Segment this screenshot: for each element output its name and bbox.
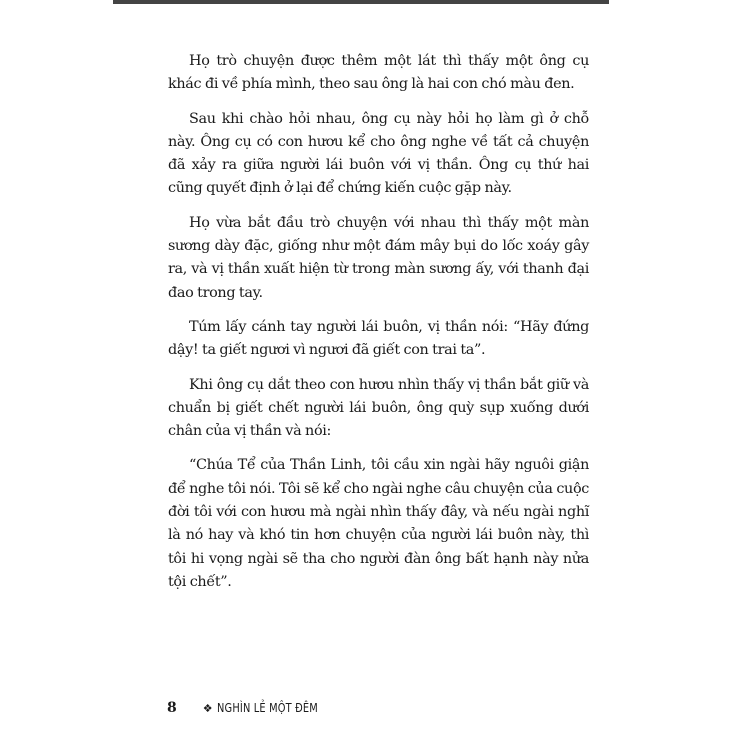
page-number: 8	[167, 700, 177, 716]
paragraph: Khi ông cụ dắt theo con hươu nhìn thấy vị thần bắt giữ và chuẩn bị giết chết người lái buôn, ông quỳ sụp xuống dưới chân của vị thần và nói:	[168, 376, 589, 440]
book-title: NGHÌN LẺ MỘT ĐÊM	[216, 701, 318, 715]
body-text	[168, 50, 589, 605]
top-rule	[113, 0, 609, 4]
paragraph: Họ vừa bắt đầu trò chuyện với nhau thì thấy một màn sương dày đặc, giống như một đám mây bụi do lốc xoáy gây ra, và vị thần xuất hiện từ trong màn sương ấy, với thanh đại đao trong tay.	[168, 214, 589, 301]
paragraph: “Chúa Tể của Thần Linh, tôi cầu xin ngài hãy nguôi giận để nghe tôi nói. Tôi sẽ kể cho ngài nghe câu chuyện của cuộc đời tôi với con hươu mà ngài nhìn thấy đây, và nếu ngài nghĩ là nó hay và khó tin hơn chuyện của người lái buôn này, thì tôi hi vọng ngài sẽ tha cho người đàn ông bất hạnh này nửa tội chết”.	[168, 457, 589, 590]
paragraph: Họ trò chuyện được thêm một lát thì thấy một ông cụ khác đi về phía mình, theo sau ông là hai con chó màu đen.	[168, 53, 589, 93]
paragraph: Sau khi chào hỏi nhau, ông cụ này hỏi họ làm gì ở chỗ này. Ông cụ có con hươu kể cho ông nghe về tất cả chuyện đã xảy ra giữa người lái buôn với vị thần. Ông cụ thứ hai cũng quyết định ở lại để chứng kiến cuộc gặp này.	[168, 110, 589, 197]
page-footer	[167, 700, 340, 716]
paragraph: Túm lấy cánh tay người lái buôn, vị thần nói: “Hãy đứng dậy! ta giết ngươi vì ngươi đã giết con trai ta”.	[168, 318, 589, 359]
ornament-icon: ❖	[202, 701, 213, 715]
